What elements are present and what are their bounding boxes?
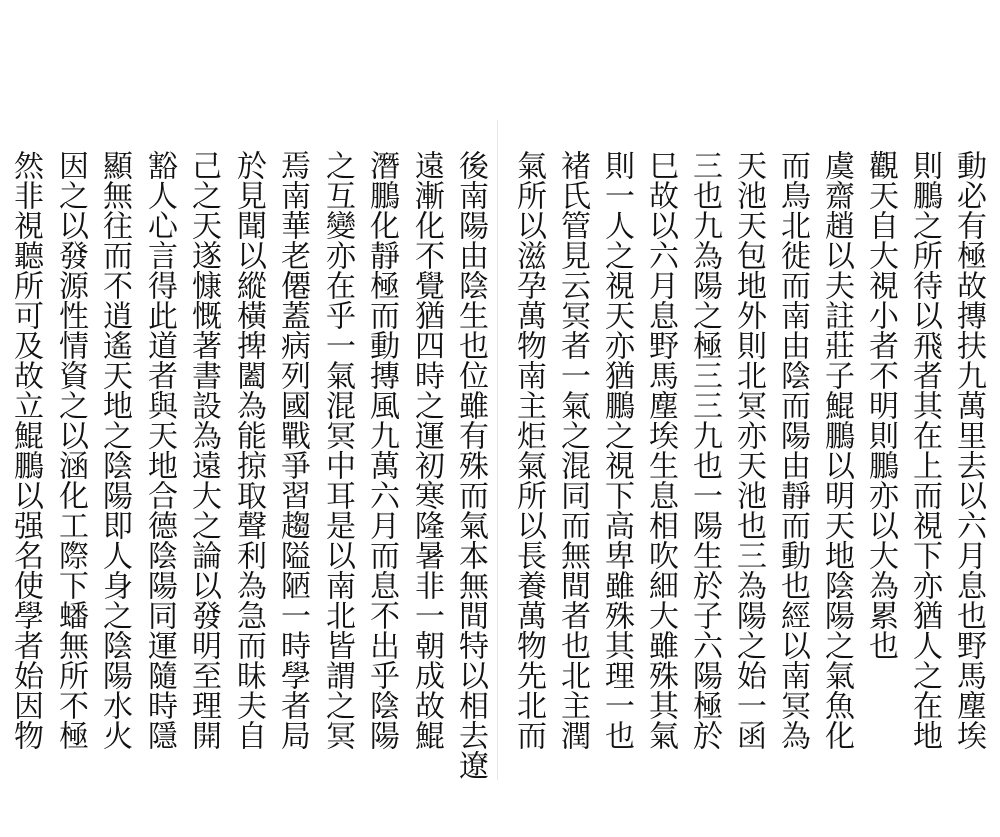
text-column-4: 虞齋趙以夫註莊子鯤鵬以明天地陰陽之氣魚化 xyxy=(819,150,854,750)
text-column-17: 於見聞以縱橫捭闔為能掠取聲利為急而昧夫自 xyxy=(231,150,266,750)
text-column-18: 己之天遂慷慨著書設為遠大之論以發明至理開 xyxy=(186,150,221,750)
text-column-16: 焉南華老僊蓋病列國戰爭習趨隘陋一時學者局 xyxy=(275,150,310,750)
text-column-15: 之互變亦在乎一氣混冥中耳是以南北皆謂之冥 xyxy=(320,150,355,750)
text-column-10: 褚氏管見云冥者一氣之混同而無間者也北主潤 xyxy=(555,150,590,750)
text-column-19: 豁人心言得此道者與天地合德陰陽同運隨時隱 xyxy=(142,150,177,750)
text-column-5: 而鳥北徙而南由陰而陽由靜而動也經以南冥為 xyxy=(775,150,810,750)
text-column-22: 然非視聽所可及故立鯤鵬以强名使學者始因物 xyxy=(8,150,43,750)
text-column-2: 則鵬之所待以飛者其在上而視下亦猶人之在地 xyxy=(907,150,942,750)
text-column-20: 顯無往而不逍遙天地之陰陽即人身之陰陽水火 xyxy=(97,150,132,750)
text-column-6: 天池天包地外則北冥亦天池也三為陽之始一函 xyxy=(731,150,766,750)
text-column-13: 遠漸化不覺猶四時之運初寒隆暑非一朝成故鯤 xyxy=(409,150,444,750)
text-column-12: 後南陽由陰生也位雖有殊而氣本無間特以相去遼 xyxy=(453,150,488,780)
text-column-11: 氣所以滋孕萬物南主炬氣所以長養萬物先北而 xyxy=(511,150,546,750)
text-column-21: 因之以發源性情資之以涵化工際下蟠無所不極 xyxy=(53,150,88,750)
text-column-7: 三也九為陽之極三三九也一陽生於子六陽極於 xyxy=(687,150,722,750)
text-column-1: 動必有極故摶扶九萬里去以六月息也野馬塵埃 xyxy=(951,150,986,750)
page-gutter xyxy=(497,120,498,780)
text-column-3: 觀天自大視小者不明則鵬亦以大為累也 xyxy=(863,150,898,660)
text-column-9: 則一人之視天亦猶鵬之視下高卑雖殊其理一也 xyxy=(599,150,634,750)
text-column-14: 潛鵬化靜極而動摶風九萬六月而息不出乎陰陽 xyxy=(364,150,399,750)
text-column-8: 巳故以六月息野馬塵埃生息相吹細大雖殊其氣 xyxy=(643,150,678,750)
